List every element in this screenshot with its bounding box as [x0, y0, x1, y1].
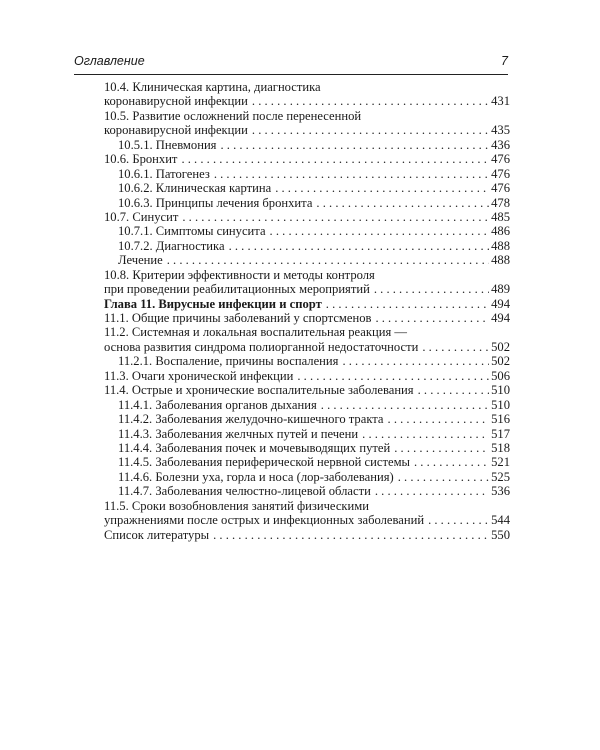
toc-entry-title: 11.3. Очаги хронической инфекции — [104, 368, 294, 383]
toc-entry-page: 488 — [491, 238, 510, 253]
toc-entry[interactable] — [104, 196, 510, 210]
toc-entry-page: 510 — [491, 397, 510, 412]
toc-entry[interactable] — [104, 441, 510, 455]
toc-entry[interactable] — [104, 268, 510, 297]
toc-entry-title: 11.4.3. Заболевания желчных путей и печени — [118, 426, 359, 441]
toc-entry[interactable] — [104, 398, 510, 412]
toc-entry[interactable] — [104, 325, 510, 354]
toc-entry[interactable] — [104, 80, 510, 109]
toc-entry-title: упражнениями после острых и инфекционных заболеваний — [104, 513, 425, 528]
toc-entry-page: 510 — [491, 383, 510, 398]
toc-leader-dots — [229, 239, 490, 253]
toc-entry-title: 11.4. Острые и хронические воспалительные заболевания — [104, 383, 414, 398]
toc-entry-title: 11.5. Сроки возобновления занятий физическими — [104, 498, 369, 513]
toc-entry-title: 10.5.1. Пневмония — [118, 137, 217, 152]
toc-leader-dots — [342, 354, 489, 368]
toc-leader-dots — [418, 383, 490, 397]
toc-entry-page: 478 — [491, 195, 510, 210]
toc-entry[interactable] — [104, 181, 510, 195]
toc-entry-page: 494 — [491, 296, 510, 311]
toc-entry-page: 486 — [491, 224, 510, 239]
toc-entry-title: Лечение — [118, 253, 163, 268]
toc-entry[interactable] — [104, 354, 510, 368]
toc-entry-page: 489 — [491, 282, 510, 297]
toc-entry-title: 11.4.5. Заболевания периферической нервной системы — [118, 455, 410, 470]
toc-entry[interactable] — [104, 484, 510, 498]
toc-leader-dots — [252, 123, 489, 137]
toc-leader-dots — [182, 210, 489, 224]
toc-entry[interactable] — [104, 383, 510, 397]
toc-leader-dots — [316, 196, 489, 210]
toc-leader-dots — [270, 224, 490, 238]
toc-entry-page: 485 — [491, 209, 510, 224]
toc-entry[interactable] — [104, 138, 510, 152]
toc-entry-title: 11.4.7. Заболевания челюстно-лицевой области — [118, 484, 371, 499]
toc-entry[interactable] — [104, 528, 510, 542]
toc-entry-page: 435 — [491, 123, 510, 138]
toc-leader-dots — [321, 398, 489, 412]
toc-entry-page: 506 — [491, 368, 510, 383]
toc-leader-dots — [220, 138, 489, 152]
toc-entry-title: 11.4.2. Заболевания желудочно-кишечного тракта — [118, 412, 384, 427]
toc-entry-page: 544 — [491, 513, 510, 528]
toc-entry-title: 11.2.1. Воспаление, причины воспаления — [118, 354, 339, 369]
toc-leader-dots — [375, 311, 489, 325]
toc-entry[interactable] — [104, 167, 510, 181]
toc-leader-dots — [414, 455, 489, 469]
toc-entry-title: 10.6.2. Клиническая картина — [118, 181, 272, 196]
toc-entry-page: 436 — [491, 137, 510, 152]
toc-entry-title: 10.8. Критерии эффективности и методы контроля — [104, 267, 375, 282]
toc-leader-dots — [428, 513, 489, 527]
running-head — [74, 53, 508, 71]
toc-leader-dots — [374, 282, 489, 296]
toc-leader-dots — [167, 253, 489, 267]
toc-leader-dots — [181, 152, 489, 166]
toc-entry-page: 494 — [491, 311, 510, 325]
toc-entry-title: 11.4.1. Заболевания органов дыхания — [118, 397, 317, 412]
toc-leader-dots — [394, 441, 489, 455]
toc-entry-title: 10.6.1. Патогенез — [118, 166, 210, 181]
toc-entry-page: 502 — [491, 339, 510, 354]
running-head-title: Оглавление — [74, 54, 145, 68]
toc-entry[interactable] — [104, 253, 510, 267]
toc-entry-title: 11.4.6. Болезни уха, горла и носа (лор-заболевания) — [118, 469, 394, 484]
toc-entry[interactable] — [104, 455, 510, 469]
toc-entry-title: коронавирусной инфекции — [104, 123, 248, 138]
toc-entry-page: 536 — [491, 484, 510, 499]
toc-entry-title: Глава 11. Вирусные инфекции и спорт — [104, 296, 322, 311]
toc-entry-title: 11.2. Системная и локальная воспалительная реакция — — [104, 325, 408, 340]
toc-entry-page: 476 — [491, 181, 510, 196]
toc-entry-title: 10.7. Синусит — [104, 209, 179, 224]
toc-entry-page: 476 — [491, 152, 510, 167]
toc-entry[interactable] — [104, 109, 510, 138]
toc-leader-dots — [214, 167, 489, 181]
toc-entry[interactable] — [104, 311, 510, 325]
table-of-contents — [104, 80, 510, 542]
toc-entry[interactable] — [104, 470, 510, 484]
toc-leader-dots — [252, 94, 489, 108]
running-head-page-number: 7 — [501, 54, 508, 68]
toc-entry-page: 488 — [491, 253, 510, 268]
toc-entry-page: 502 — [491, 354, 510, 369]
toc-entry-page: 521 — [491, 455, 510, 470]
toc-entry-page: 476 — [491, 166, 510, 181]
toc-entry-page: 550 — [491, 527, 510, 542]
toc-entry-title: коронавирусной инфекции — [104, 94, 248, 109]
toc-leader-dots — [275, 181, 489, 195]
toc-entry-page: 525 — [491, 469, 510, 484]
toc-leader-dots — [326, 297, 489, 311]
toc-entry[interactable] — [104, 297, 510, 311]
toc-entry-title: 10.4. Клиническая картина, диагностика — [104, 80, 321, 94]
toc-entry[interactable] — [104, 224, 510, 238]
toc-entry[interactable] — [104, 210, 510, 224]
toc-entry-title: 10.7.2. Диагностика — [118, 238, 225, 253]
toc-entry-title: 10.6.3. Принципы лечения бронхита — [118, 195, 313, 210]
toc-entry[interactable] — [104, 152, 510, 166]
toc-entry[interactable] — [104, 499, 510, 528]
toc-leader-dots — [213, 528, 489, 542]
toc-leader-dots — [422, 340, 489, 354]
toc-entry[interactable] — [104, 239, 510, 253]
toc-entry-page: 518 — [491, 440, 510, 455]
toc-leader-dots — [362, 427, 489, 441]
toc-leader-dots — [375, 484, 489, 498]
toc-entry-page: 516 — [491, 412, 510, 427]
header-rule — [74, 74, 508, 75]
toc-entry-page: 517 — [491, 426, 510, 441]
toc-entry[interactable] — [104, 369, 510, 383]
toc-entry[interactable] — [104, 427, 510, 441]
toc-entry-title: при проведении реабилитационных мероприятий — [104, 282, 370, 297]
toc-entry-title: 10.7.1. Симптомы синусита — [118, 224, 266, 239]
toc-leader-dots — [297, 369, 489, 383]
toc-entry-title: 10.6. Бронхит — [104, 152, 178, 167]
toc-leader-dots — [388, 412, 490, 426]
toc-entry-title: 11.1. Общие причины заболеваний у спортсменов — [104, 311, 372, 325]
toc-entry-title: 10.5. Развитие осложнений после перенесенной — [104, 108, 362, 123]
toc-entry-title: 11.4.4. Заболевания почек и мочевыводящих путей — [118, 440, 391, 455]
toc-entry[interactable] — [104, 412, 510, 426]
toc-entry-title: основа развития синдрома полиорганной недостаточности — [104, 339, 419, 354]
toc-entry-page: 431 — [491, 94, 510, 109]
toc-leader-dots — [398, 470, 489, 484]
toc-entry-title: Список литературы — [104, 527, 210, 542]
